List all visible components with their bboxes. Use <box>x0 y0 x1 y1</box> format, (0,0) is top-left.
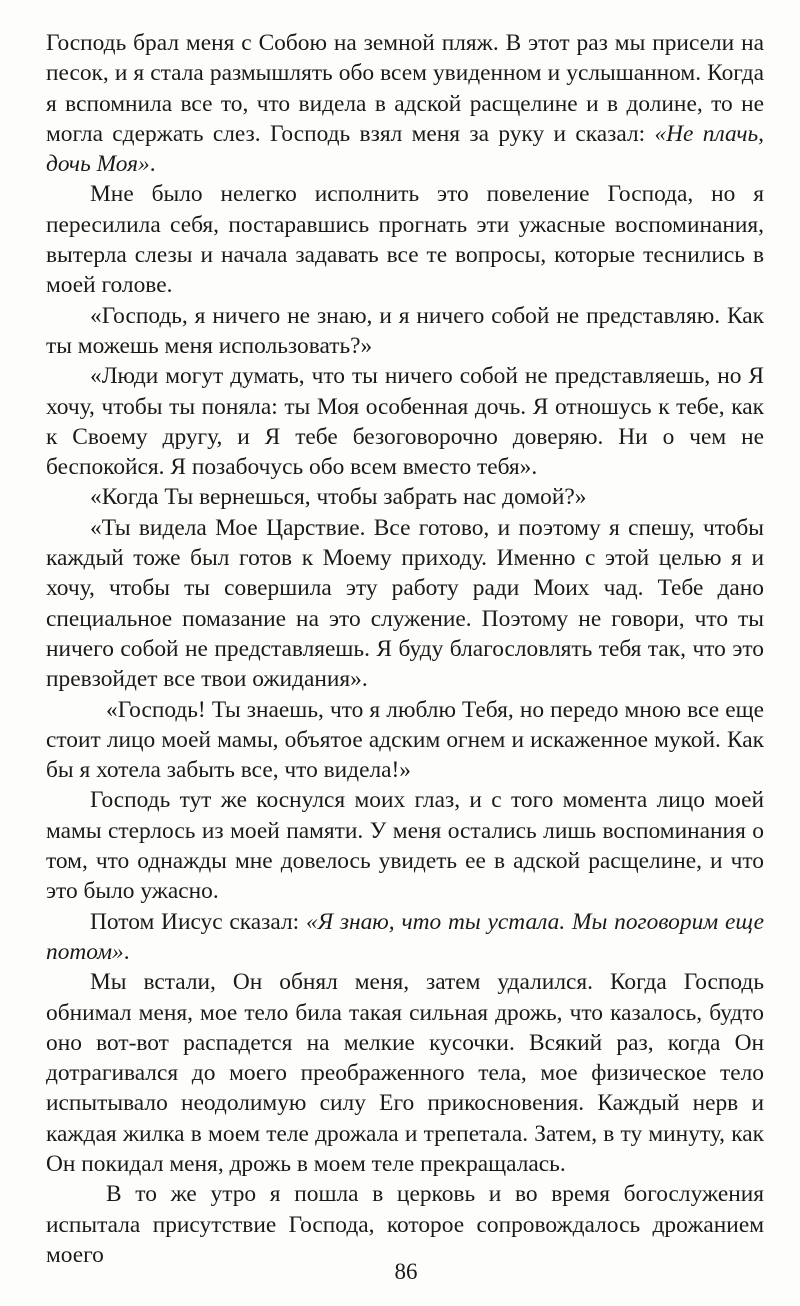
paragraph <box>46 1179 764 1270</box>
text-run: Мы встали, Он обнял меня, затем удалился. Когда Господь обнимал меня, мое тело била такая сильная дрожь, что казалось, будто оно вот-вот распадется на мелкие кусочки. Всякий раз, когда Он дотрагивался до моего преображенного тела, мое физическое тело испытывало неодолимую силу Его прикосновения. Каждый нерв и каждая жилка в моем теле дрожала и трепетала. Затем, в ту минуту, как Он покидал меня, дрожь в моем теле прекращалась. <box>46 969 764 1177</box>
text-run: «Ты видела Мое Царствие. Все готово, и поэтому я спешу, чтобы каждый тоже был готов к Моему приходу. Именно с этой целью я и хочу, чтобы ты совершила эту работу ради Моих чад. Тебе дано специальное помазание на это служение. Поэтому не говори, что ты ничего собой не представляешь. Я буду благословлять тебя так, что это превзойдет все твои ожидания». <box>46 514 764 693</box>
paragraph <box>46 361 764 482</box>
body-text <box>46 28 764 1270</box>
text-run: Господь тут же коснулся моих глаз, и с того момента лицо моей мамы стерлось из моей памяти. У меня остались лишь воспоминания о том, что однажды мне довелось увидеть ее в адской расщелине, и что это было ужасно. <box>46 787 764 905</box>
text-run: . <box>123 938 130 965</box>
paragraph <box>46 967 764 1179</box>
text-run: «Господь, я ничего не знаю, и я ничего собой не представляю. Как ты можешь меня использовать?» <box>46 302 764 359</box>
paragraph <box>46 301 764 362</box>
text-run: Потом Иисус сказал: <box>90 908 306 935</box>
paragraph <box>46 482 764 512</box>
text-run: «Когда Ты вернешься, чтобы забрать нас домой?» <box>90 484 587 511</box>
text-run: «Господь! Ты знаешь, что я люблю Тебя, но передо мною все еще стоит лицо моей мамы, объятое адским огнем и искаженное мукой. Как бы я хотела забыть все, что видела!» <box>46 696 764 784</box>
paragraph <box>46 513 764 695</box>
paragraph <box>46 695 764 786</box>
page-number: 86 <box>394 1259 418 1284</box>
text-run: Мне было нелегко исполнить это повеление Господа, но я пересилила себя, постаравшись прогнать эти ужасные воспоминания, вытерла слезы и начала задавать все те вопросы, которые теснились в моей голове. <box>46 181 764 299</box>
italic-quote: «Я знаю, что ты устала. Мы поговорим еще потом» <box>46 908 765 965</box>
paragraph <box>46 907 764 968</box>
text-run: . <box>149 151 156 178</box>
text-run: «Люди могут думать, что ты ничего собой не представляешь, но Я хочу, чтобы ты поняла: ты Моя особенная дочь. Я отношусь к тебе, как к Своему другу, и Я тебе безоговорочно доверяю. Ни о чем не беспокойся. Я позабочусь обо всем вместо тебя». <box>46 363 764 481</box>
paragraph <box>46 785 764 906</box>
paragraph <box>46 179 764 300</box>
paragraph <box>46 28 764 179</box>
italic-quote: «Не плачь, дочь Моя» <box>46 120 764 178</box>
text-run: Господь брал меня с Собою на земной пляж. В этот раз мы присели на песок, и я стала размышлять обо всем увиденном и услышанном. Когда я вспомнила все то, что видела в адской расщелине и в долине, то не могла сдержать слез. Господь взял меня за руку и сказал: <box>46 30 764 147</box>
text-run: В то же утро я пошла в церковь и во время богослужения испытала присутствие Господа, которое сопровождалось дрожанием моего <box>46 1181 764 1268</box>
